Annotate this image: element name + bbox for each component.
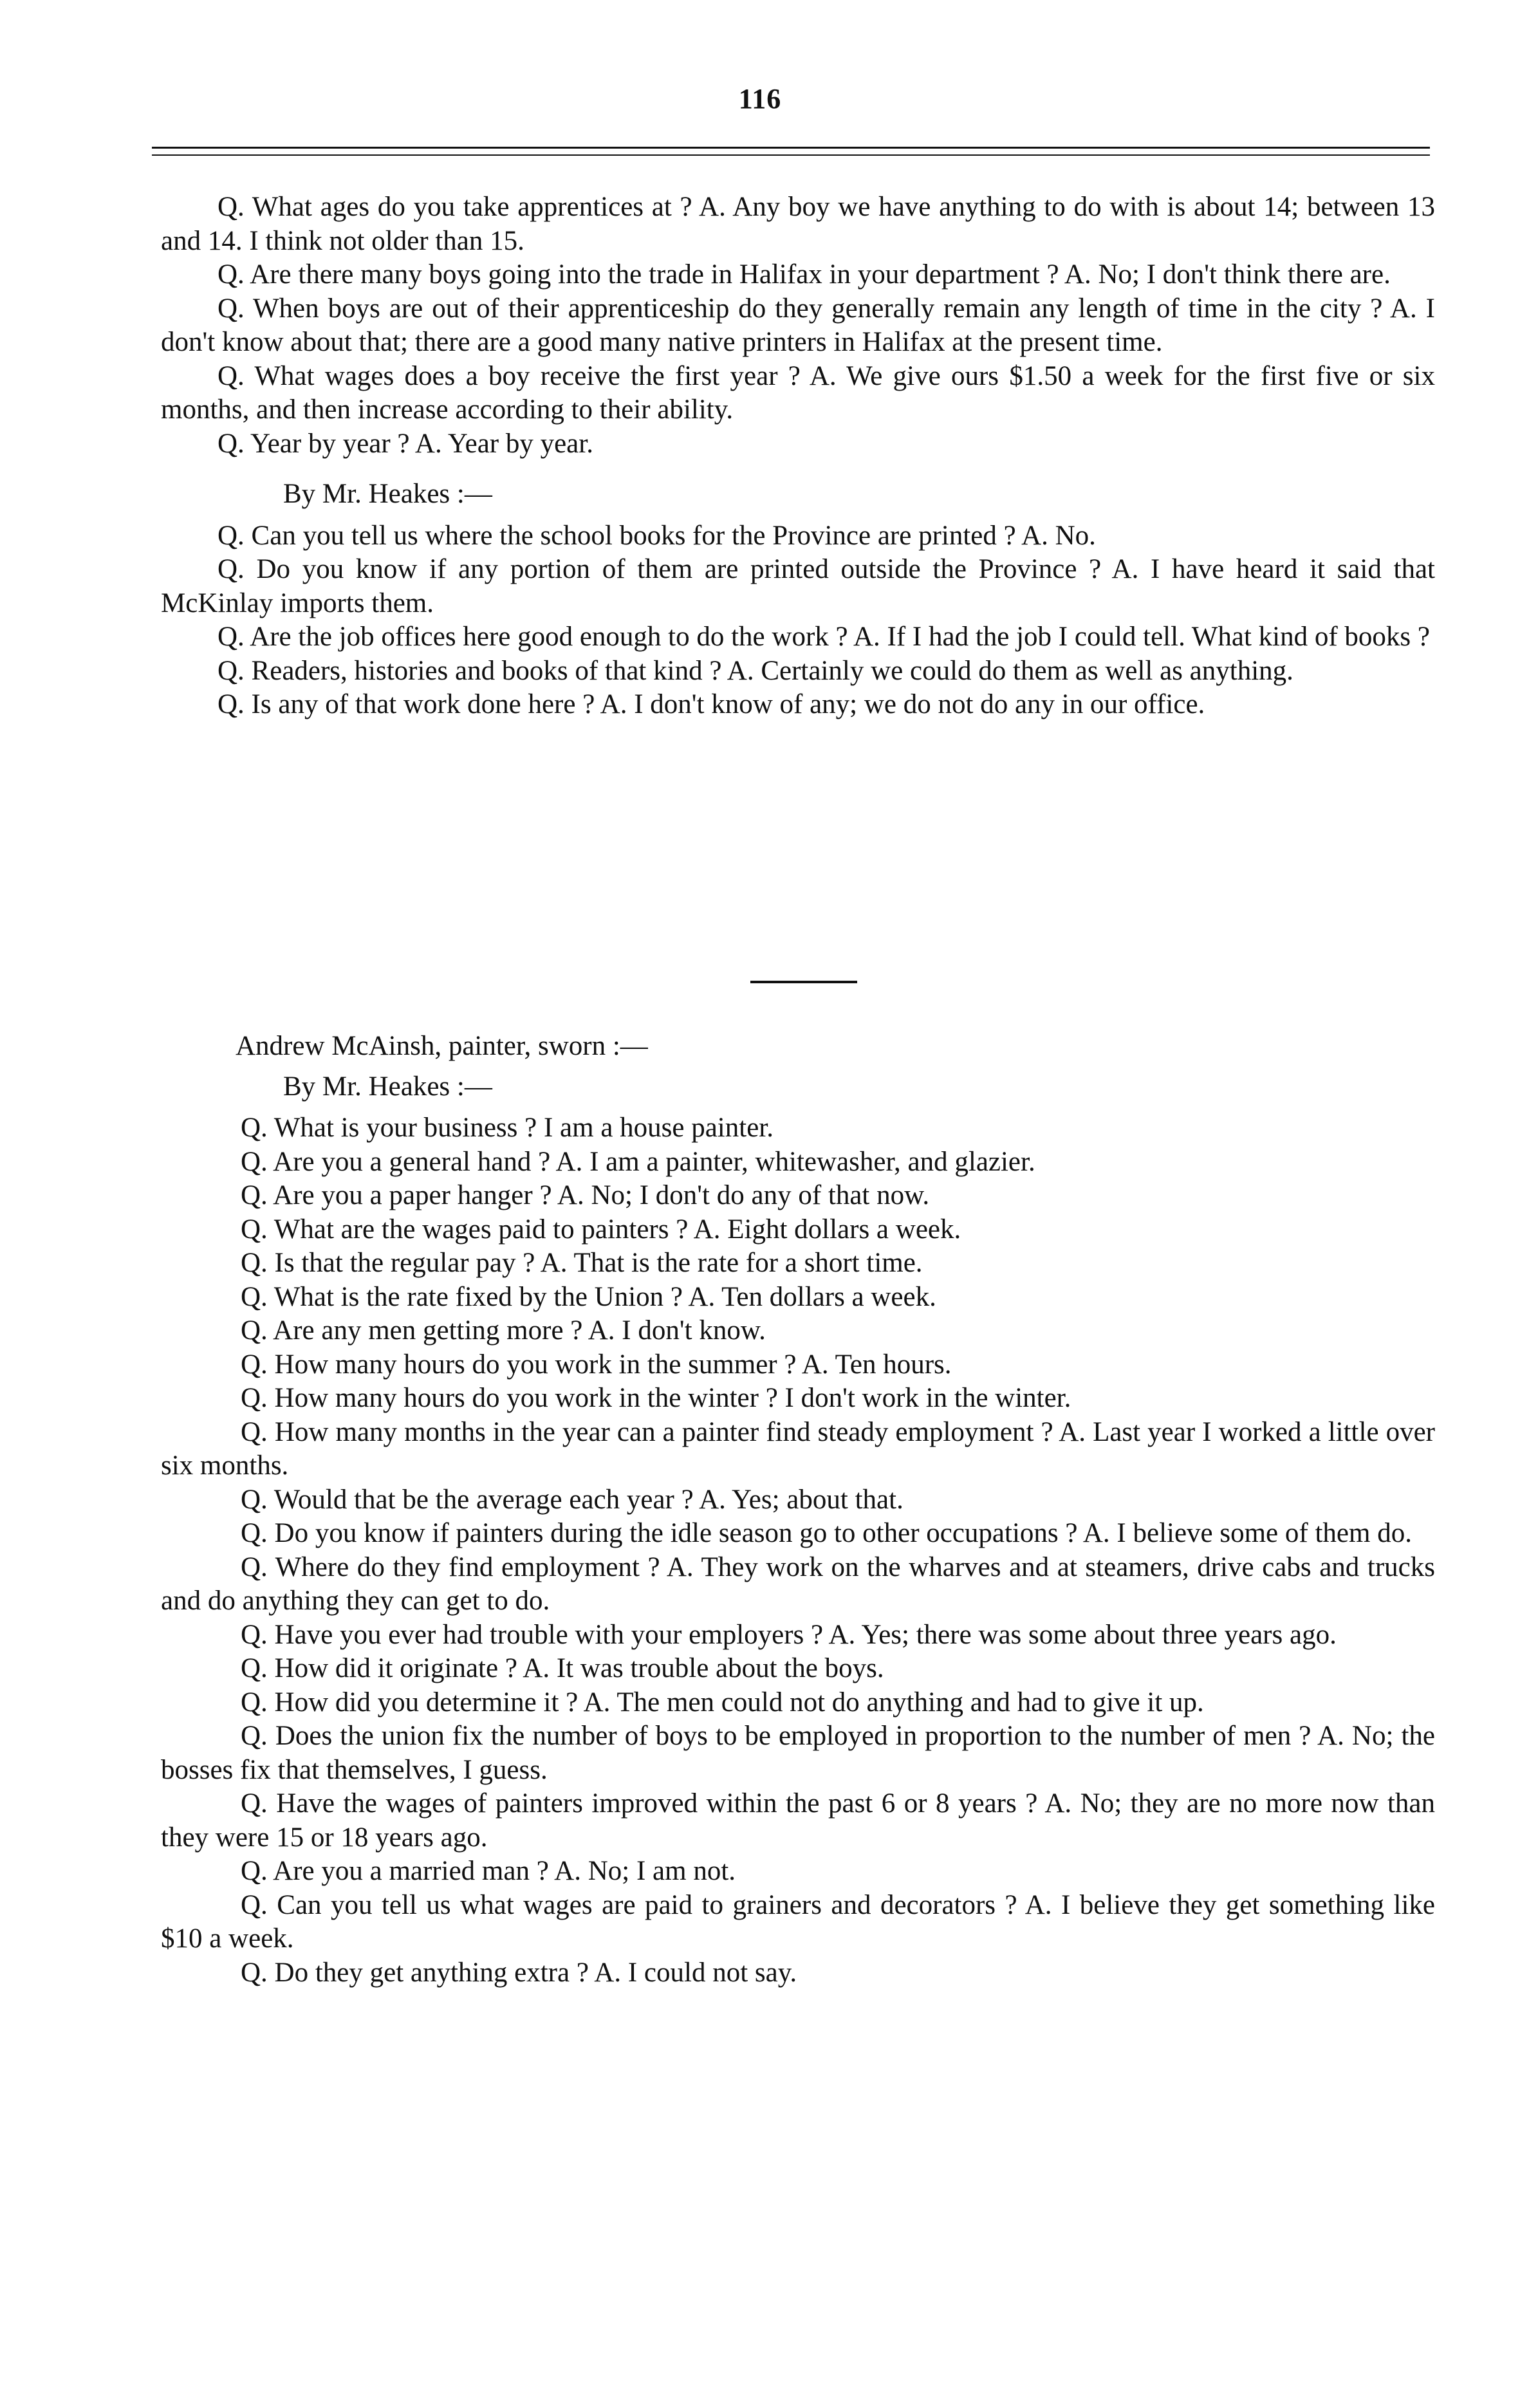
examiner-byline: By Mr. Heakes :— [283, 479, 492, 509]
qa-paragraph: Q. Is that the regular pay ? A. That is the rate for a short time. [241, 1248, 923, 1278]
qa-paragraph: Q. What is the rate fixed by the Union ? A. Ten dollars a week. [241, 1281, 936, 1312]
testimony-section-1 [161, 190, 1435, 722]
qa-paragraph: Q. Where do they find employment ? A. They work on the wharves and at steamers, drive cabs and trucks and do anything they can get to do. [161, 1551, 1435, 1616]
qa-paragraph: Q. Can you tell us where the school books for the Province are printed ? A. No. [218, 520, 1096, 551]
qa-paragraph: Q. Readers, histories and books of that kind ? A. Certainly we could do them as well as anything. [218, 655, 1293, 686]
page-number: 116 [738, 83, 782, 115]
qa-paragraph: Q. Year by year ? A. Year by year. [218, 428, 593, 459]
qa-paragraph: Q. Can you tell us what wages are paid to grainers and decorators ? A. I believe they get something like $10 a week. [161, 1889, 1435, 1954]
qa-paragraph: Q. Are the job offices here good enough to do the work ? A. If I had the job I could tell. What kind of books ? [218, 622, 1431, 652]
qa-paragraph: Q. How many hours do you work in the summer ? A. Ten hours. [241, 1349, 952, 1380]
qa-paragraph: Q. Are you a married man ? A. No; I am not. [241, 1856, 736, 1886]
qa-paragraph: Q. How many hours do you work in the winter ? I don't work in the winter. [241, 1383, 1071, 1413]
qa-paragraph: Q. How did it originate ? A. It was trouble about the boys. [241, 1653, 884, 1683]
qa-paragraph: Q. When boys are out of their apprenticeship do they generally remain any length of time in the city ? A. I don't know about that; there are a good many native printers in Halifax at the present time. [161, 293, 1435, 357]
testimony-section-2 [161, 1030, 1435, 1990]
qa-paragraph: Q. Are any men getting more ? A. I don't know. [241, 1315, 766, 1346]
qa-paragraph: Q. How did you determine it ? A. The men could not do anything and had to give it up. [241, 1687, 1204, 1718]
qa-paragraph: Q. What is your business ? I am a house painter. [241, 1113, 774, 1143]
section-divider [750, 981, 857, 983]
qa-paragraph: Q. What ages do you take apprentices at ? A. Any boy we have anything to do with is about 14; between 13 and 14. I think not older than 15. [161, 192, 1435, 256]
examiner-byline: By Mr. Heakes :— [283, 1071, 492, 1102]
qa-paragraph: Q. Do they get anything extra ? A. I could not say. [241, 1957, 797, 1988]
qa-paragraph: Q. What wages does a boy receive the first year ? A. We give ours $1.50 a week for the first five or six months, and then increase according to their ability. [161, 360, 1435, 425]
header-rule [152, 147, 1430, 149]
qa-paragraph: Q. Does the union fix the number of boys to be employed in proportion to the number of men ? A. No; the bosses fix that themselves, I guess. [161, 1721, 1435, 1785]
qa-paragraph: Q. Are you a general hand ? A. I am a painter, whitewasher, and glazier. [241, 1146, 1035, 1177]
qa-paragraph: Q. Are you a paper hanger ? A. No; I don't do any of that now. [241, 1180, 930, 1210]
witness-heading: Andrew McAinsh, painter, sworn :— [236, 1031, 648, 1061]
qa-paragraph: Q. Are there many boys going into the trade in Halifax in your department ? A. No; I don't think there are. [218, 259, 1391, 290]
qa-paragraph: Q. Do you know if any portion of them are printed outside the Province ? A. I have heard it said that McKinlay imports them. [161, 554, 1435, 618]
qa-paragraph: Q. Is any of that work done here ? A. I don't know of any; we do not do any in our office. [218, 689, 1205, 719]
qa-paragraph: Q. Have the wages of painters improved within the past 6 or 8 years ? A. No; they are no more now than they were 15 or 18 years ago. [161, 1788, 1435, 1853]
qa-paragraph: Q. Would that be the average each year ? A. Yes; about that. [241, 1484, 904, 1515]
qa-paragraph: Q. Have you ever had trouble with your employers ? A. Yes; there was some about three years ago. [241, 1619, 1337, 1650]
qa-paragraph: Q. What are the wages paid to painters ? A. Eight dollars a week. [241, 1214, 961, 1245]
qa-paragraph: Q. How many months in the year can a painter find steady employment ? A. Last year I worked a little over six months. [161, 1416, 1435, 1481]
header-rule-secondary [152, 154, 1430, 156]
qa-paragraph: Q. Do you know if painters during the idle season go to other occupations ? A. I believe some of them do. [241, 1518, 1412, 1548]
